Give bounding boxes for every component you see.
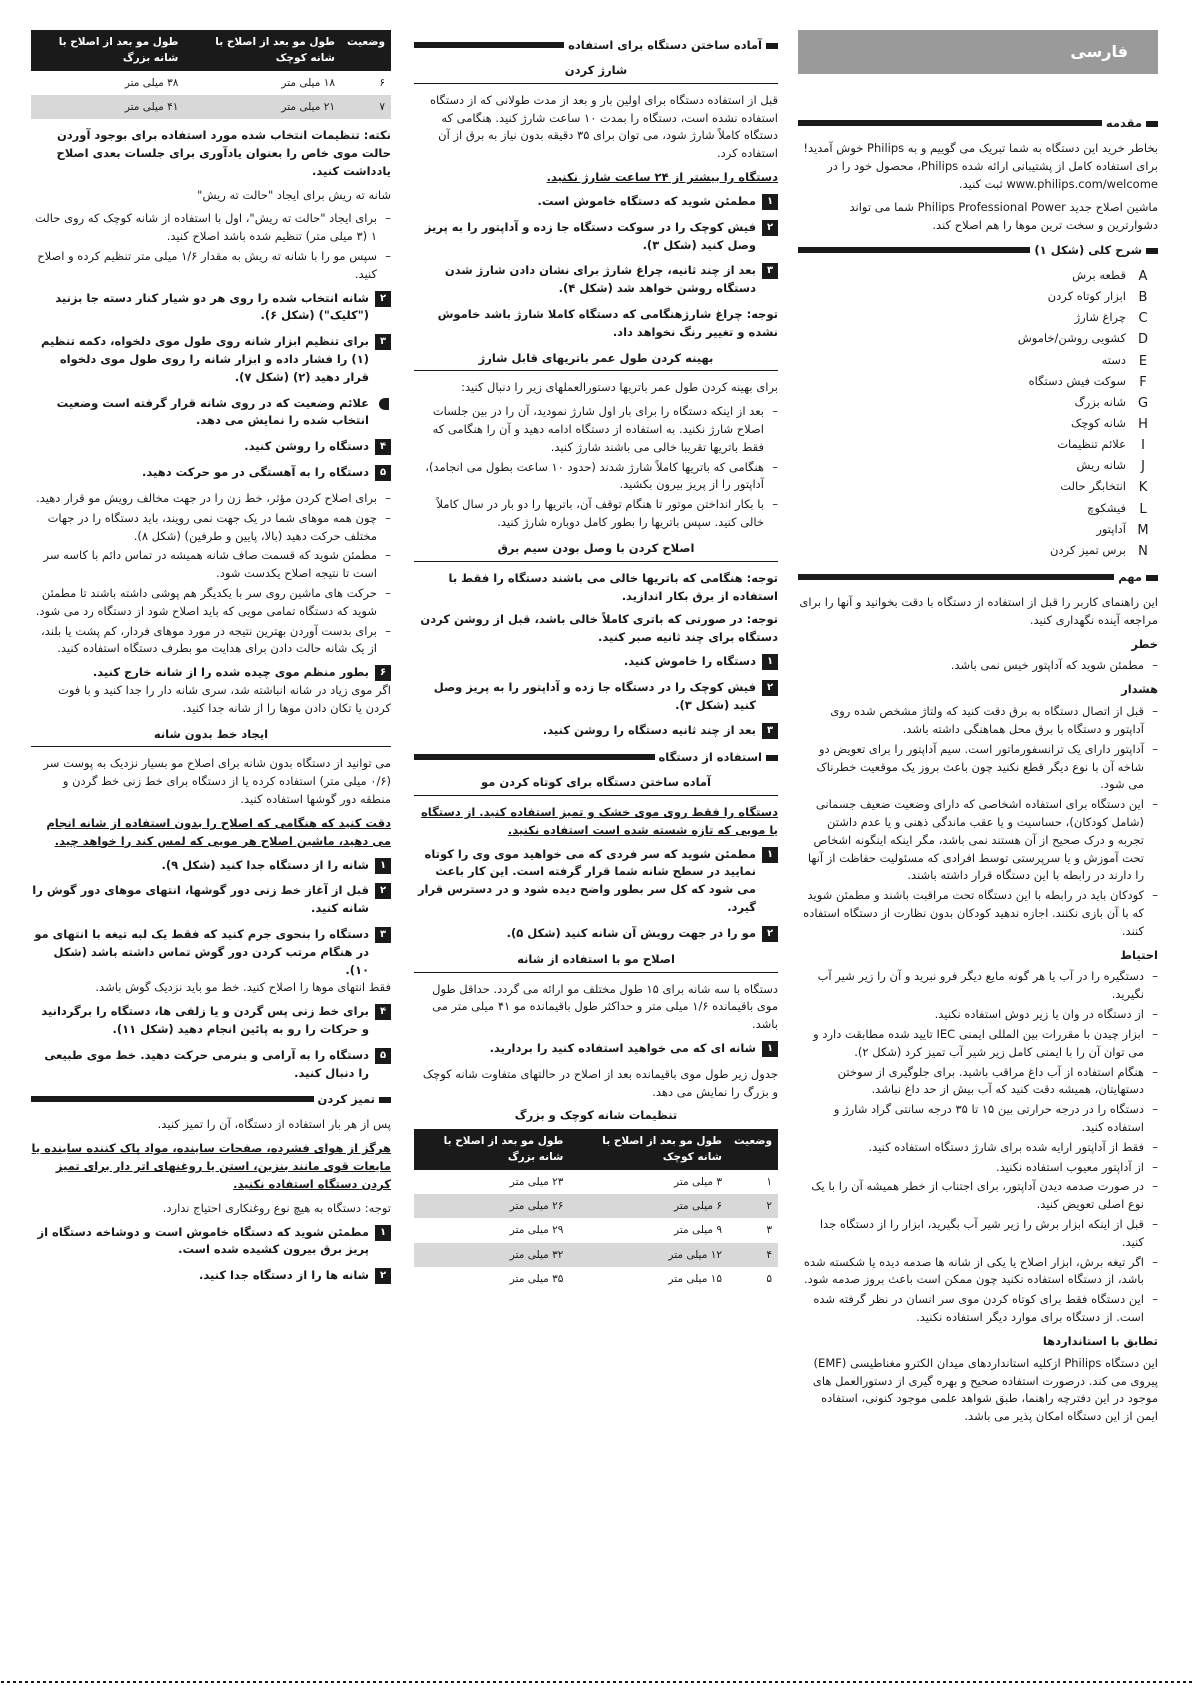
settings-table	[414, 1129, 778, 1291]
comb-step: ۱ شانه ای که می خواهید استفاده کنید را بردارید.	[414, 1040, 778, 1058]
part-item: M آداپتور	[1096, 521, 1149, 538]
section-important-heading: مهم	[798, 568, 1158, 586]
table-header: طول مو بعد از اصلاح با شانه بزرگ	[31, 30, 184, 71]
cord-step: ۲ فیش کوچک را در دستگاه جا زده و آداپتور را به پریز وصل کنید (شکل ۳).	[414, 679, 778, 715]
page-bottom-rule	[0, 1681, 1192, 1683]
charging-step: ۱ مطمئن شوید که دستگاه خاموش است.	[414, 193, 778, 211]
table-row: ۴ ۱۲ میلی متر ۳۲ میلی متر	[414, 1243, 778, 1267]
part-item: F سوکت فیش دستگاه	[1028, 373, 1147, 390]
column-left	[31, 30, 391, 1665]
cleaning-step: ۱ مطمئن شوید که دستگاه خاموش است و دوشاخه دستگاه از پریز برق بیرون کشیده شده است.	[31, 1224, 391, 1260]
language-header: فارسی	[798, 30, 1158, 74]
cord-step: ۳ بعد از چند ثانیه دستگاه را روشن کنید.	[414, 722, 778, 740]
settings-table-continued	[31, 30, 391, 119]
charging-note: توجه: چراغ شارژهنگامی که دستگاه کاملا شارژ باشد خاموش نشده و تغییر رنگ نخواهد داد.	[437, 306, 778, 339]
important-intro: این راهنمای کاربر را قبل از استفاده از دستگاه با دقت بخوانید و آنها را برای مراجعه آینده نگهداری کنید.	[799, 595, 1158, 627]
warning-heading: هشدار	[1121, 682, 1158, 697]
cord-note-1: توجه: هنگامی که باتریها خالی می باشند دستگاه را فقط با استفاده از برق بکار اندازید.	[448, 570, 778, 603]
comb-heading: اصلاح مو با استفاده از شانه	[414, 951, 778, 973]
part-item: N برس تمیز کردن	[1050, 542, 1148, 559]
part-item: K انتخابگر حالت	[1060, 479, 1148, 496]
table-heading: تنظیمات شانه کوچک و بزرگ	[514, 1108, 678, 1123]
cleaning-warning: هرگز از هوای فشرده، صفحات ساینده، مواد پاک کننده ساینده یا مایعات قوی مانند بنزین، استن یا روغنهای اتر دار برای تمیز کردن دستگاه استفاده نکنید.	[31, 1141, 391, 1191]
using-prep-step: ۲ مو را در جهت رویش آن شانه کنید (شکل ۵).	[414, 925, 778, 943]
nocomb-warning: دقت کنید که هنگامی که اصلاح را بدون استفاده از شانه انجام می دهید، ماشین اصلاح هر مویی که لمس کند را خواهد چید.	[46, 815, 391, 848]
section-prepare-heading: آماده ساختن دستگاه برای استفاده	[414, 36, 778, 54]
table-row: ۳ ۹ میلی متر ۲۹ میلی متر	[509, 1224, 772, 1237]
table-row: ۲ ۶ میلی متر ۲۶ میلی متر	[414, 1194, 778, 1218]
using-prep-step: ۱ مطمئن شوید که سر فردی که می خواهید موی وی را کوتاه نمایید در سطح شانه شما قرار گرفته است. این کار باعث می شود که کل سر بطور واضح دیده شود و در دسترس قرار گیرد.	[414, 846, 778, 917]
nocomb-step: ۵ دستگاه را به آرامی و بنرمی حرکت دهید. خط موی طبیعی را دنبال کنید.	[31, 1047, 391, 1083]
move-list: – برای اصلاح کردن مؤثر، خط زن را در جهت مخالف رویش مو قرار دهید. – چون همه موهای شما در یک جهت نمی رویند، باید دستگاه را در جهات مختلف حرکت دهید (بالا، پایین و طرفین) (شکل ۸). – مطمئن شوید که قسمت صاف شانه همیشه در تماس دائم با کاسه سر است تا نتیجه اصلاح یکدست شود. – حرکت های ماشین روی سر با یکدیگر هم پوشی داشته باشند تا مطمئن شوید که دستگاه تمامی مویی که باید اصلاح شود از دستگاه رد می شود. – برای بدست آوردن بهترین نتیجه در مورد موهای فردار، کم پشت یا بلند، از یک شانه حالت دادن برای هدایت مو بطرف دستگاه استفاده کنید.	[31, 490, 391, 658]
table-row: ۶ ۱۸ میلی متر ۳۸ میلی متر	[124, 76, 385, 89]
comb-fit-step: ۳ برای تنظیم ابزار شانه روی طول موی دلخواه، دکمه تنظیم (۱) را فشار داده و ابزار شانه را روی طول موی دلخواه قرار دهید (۲) (شکل ۷).	[31, 333, 391, 386]
indicator-note: علائم وضعیت که در روی شانه قرار گرفته است وضعیت انتخاب شده را نمایش می دهد.	[31, 395, 391, 431]
part-item: E دسته	[1101, 352, 1148, 369]
nocomb-step: ۲ قبل از آغاز خط زنی دور گوشها، انتهای موهای دور گوش را شانه کنید.	[31, 882, 391, 918]
cleaning-paragraph: پس از هر بار استفاده از دستگاه، آن را تمیز کنید.	[157, 1117, 391, 1132]
table-row: ۵ ۱۵ میلی متر ۳۵ میلی متر	[509, 1272, 772, 1285]
intro-paragraph-1: بخاطر خرید این دستگاه به شما تبریک می گوییم و به Philips خوش آمدید! برای استفاده کامل از پشتیبانی ارائه شده Philips، محصول خود را در www.philips.com/welcome ثبت کنید.	[803, 141, 1158, 191]
nocomb-step: ۳ دستگاه را بنحوی جرم کنید که فقط یک لبه تیغه با انتهای مو در هنگام مرتب کردن دور گوش تماس داشته باشد (شکل ۱۰).	[31, 926, 391, 979]
nocomb-step3-rest: فقط انتهای موها را اصلاح کنید. خط مو باید نزدیک گوش باشد.	[95, 980, 391, 995]
table-header: وضعیت	[728, 1129, 778, 1170]
section-overview-heading: شرح کلی (شکل ۱)	[798, 241, 1158, 259]
stubble-list: – برای ایجاد "حالت ته ریش"، اول با استفاده از شانه کوچک که روی حالت ۱ (۳ میلی متر) تنظیم شده باشد اصلاح کنید. – سپس مو را با شانه ته ریش به مقدار ۱/۶ میلی متر تنظیم کرده و اصلاح کنید.	[31, 210, 391, 283]
part-item: D کشویی روشن/خاموش	[1017, 331, 1148, 348]
comb-paragraph: دستگاه با سه شانه برای ۱۵ طول مختلف مو ارائه می گردد. حداقل طول موی باقیمانده ۱/۶ میلی متر و حداکثر طول باقیمانده مو ۴۱ میلی متر می باشد.	[432, 981, 778, 1032]
cord-note-2: توجه: در صورتی که باتری کاملاً خالی باشد، قبل از روشن کردن دستگاه برای چند ثانیه صبر کنید.	[420, 612, 778, 645]
warning-list: – قبل از اتصال دستگاه به برق دقت کنید که ولتاژ مشخص شده روی آداپتور و دستگاه با برق محل هماهنگی داشته باشد. – آداپتور دارای یک ترانسفورماتور است. سیم آداپتور را برای تعویض دو شاخه آن با نوع دیگر قطع نکنید چون باعث بروز یک موقعیت خطرناک می شود. – این دستگاه برای استفاده اشخاصی که دارای وضعیت ضعیف جسمانی (شامل کودکان)، حساسیت و یا عقب ماندگی ذهنی و یا عدم داشتن تجربه و درک صحیح از آن هستند نمی باشد، مگر اینکه اینگونه اشخاص تحت آموزش و یا سرپرستی توسط افرادی که مسئولیت حفاظت از آنها را دارند در رابطه با این دستگاه قرار داشته باشند. – کودکان باید در رابطه با این دستگاه تحت مراقبت باشند و مطمئن شوید که با آن بازی نکنند. اجازه ندهید کودکان بدون نظارت از دستگاه استفاده کنند.	[798, 703, 1158, 941]
parts-list	[798, 267, 1158, 562]
comb-fit-step: ۲ شانه انتخاب شده را روی هر دو شیار کنار دسته جا بزنید ("کلیک") (شکل ۶).	[31, 290, 391, 326]
battery-heading: بهینه کردن طول عمر باتریهای قابل شارژ	[414, 350, 778, 372]
table-row: ۷ ۲۱ میلی متر ۴۱ میلی متر	[31, 95, 391, 119]
table-header: طول مو بعد از اصلاح با شانه کوچک	[184, 30, 341, 71]
part-item: C چراغ شارژ	[1074, 310, 1148, 327]
standards-heading: تطابق با استانداردها	[1042, 1333, 1158, 1348]
danger-list: – مطمئن شوید که آداپتور خیس نمی باشد.	[798, 657, 1158, 675]
caution-heading: احتیاط	[1120, 947, 1158, 962]
settings-tip: نکته: تنظیمات انتخاب شده مورد استفاده برای بوجود آوردن حالت موی خاص را بعنوان یادآوری برای جلسات بعدی اصلاح یادداشت کنید.	[56, 128, 391, 178]
danger-heading: خطر	[1131, 636, 1158, 651]
column-right	[798, 30, 1158, 1665]
part-item: B ابزار کوتاه کردن	[1047, 289, 1148, 306]
caution-list: – دستگیره را در آب یا هر گونه مایع دیگر فرو نبرید و آن را زیر شیر آب نگیرید. – از دستگاه در وان یا زیر دوش استفاده نکنید. – ابزار چیدن با مقررات بین المللی ایمنی IEC تایید شده مطابقت دارد و می توان آن را با ایمنی کامل زیر شیر آب تمیز کرد (شکل ۲). – هنگام استفاده از آب داغ مراقب باشید. برای جلوگیری از سوختن دستهایتان، همیشه دقت کنید که آب بیش از حد داغ نباشد. – دستگاه را در درجه حرارتی بین ۱۵ تا ۳۵ درجه سانتی گراد شارژ و استفاده کنید. – فقط از آداپتور ارایه شده برای شارژ دستگاه استفاده کنید. – از آداپتور معیوب استفاده نکنید. – در صورت صدمه دیدن آداپتور، برای اجتناب از خطر همیشه آن را با یک نوع اصلی تعویض کنید. – قبل از اینکه ابزار برش را زیر شیر آب بگیرید، ابزار را از دستگاه جدا کنید. – اگر تیغه برش، ابزار اصلاح یا یکی از شانه ها صدمه دیده یا شکسته شده باشد، از دستگاه استفاده نکنید چون ممکن است باعث بروز صدمه شود. – این دستگاه فقط برای کوتاه کردن موی سر انسان در نظر گرفته شده است. از دستگاه برای موارد دیگر استفاده نکنید.	[798, 968, 1158, 1326]
section-cleaning-heading: تمیز کردن	[31, 1090, 391, 1108]
column-middle	[414, 30, 778, 1665]
section-using-heading: استفاده از دستگاه	[414, 748, 778, 766]
comb-step-rest: جدول زیر طول موی باقیمانده بعد از اصلاح در حالتهای متفاوت شانه کوچک و بزرگ را نمایش می دهد.	[422, 1066, 778, 1099]
section-intro-heading: مقدمه	[798, 114, 1158, 132]
charging-paragraph: قبل از استفاده دستگاه برای اولین بار و بعد از مدت طولانی که از دستگاه استفاده نشده است، دستگاه را بمدت ۱۰ ساعت شارژ کنید. هنگامی که دستگاه کاملاً شارژ شود، می توان برای ۳۵ دقیقه بدون نیاز به برق از آن استفاده کرد.	[430, 92, 778, 161]
intro-paragraph-2: ماشین اصلاح جدید Philips Professional Power شما می تواند دشوارترین و سخت ترین موها را هم اصلاح کند.	[849, 200, 1158, 233]
part-item: I علائم تنظیمات	[1057, 437, 1145, 454]
battery-intro: برای بهینه کردن طول عمر باتریها دستورالعملهای زیر را دنبال کنید:	[461, 380, 778, 395]
remove-hair-step: ۶ بطور منظم موی چیده شده را از شانه خارج کنید.	[31, 664, 391, 682]
nocomb-step: ۱ شانه را از دستگاه جدا کنید (شکل ۹).	[31, 857, 391, 875]
cleaning-step: ۲ شانه ها را از دستگاه جدا کنید.	[31, 1267, 391, 1285]
remove-hair-rest: اگر موی زیاد در شانه انباشته شد، سری شانه دار را جدا کنید و با فوت کردن یا تکان دادن موها را از شانه جدا کنید.	[58, 683, 391, 715]
using-prep-warning: دستگاه را فقط روی موی خشک و تمیز استفاده کنید. از دستگاه یا مویی که تازه شسته شده است استفاده نکنید.	[421, 805, 778, 837]
cord-heading: اصلاح کردن با وصل بودن سیم برق	[414, 540, 778, 562]
operate-step: ۴ دستگاه را روشن کنید.	[31, 438, 391, 456]
part-item: A قطعه برش	[1072, 268, 1148, 285]
charging-step: ۲ فیش کوچک را در سوکت دستگاه جا زده و آداپتور را به پریز وصل کنید (شکل ۳).	[414, 219, 778, 255]
part-item: L فیشکوچ	[1087, 500, 1147, 517]
part-item: H شانه کوچک	[1071, 416, 1148, 433]
table-header: وضعیت	[341, 30, 391, 71]
stubble-heading: شانه ته ریش برای ایجاد "حالت ته ریش"	[197, 187, 391, 202]
nocomb-paragraph: می توانید از دستگاه بدون شانه برای اصلاح مو بسیار نزدیک به پوست سر (۰/۶ میلی متر) استفاده کرده یا از دستگاه برای خط زنی خط گردن و منطقه دور گوشها استفاده کنید.	[43, 756, 391, 807]
part-item: J شانه ریش	[1076, 458, 1145, 475]
charging-heading: شارژ کردن	[414, 62, 778, 84]
nocomb-step: ۴ برای خط زنی پس گردن و یا زلفی ها، دستگاه را برگردانید و حرکات را رو به پائین انجام دهید (شکل ۱۱).	[31, 1003, 391, 1039]
operate-step: ۵ دستگاه را به آهستگی در مو حرکت دهید.	[31, 464, 391, 482]
table-header: طول مو بعد از اصلاح با شانه کوچک	[569, 1129, 728, 1170]
table-header: طول مو بعد از اصلاح با شانه بزرگ	[414, 1129, 569, 1170]
cleaning-note: توجه: دستگاه به هیچ نوع روغنکاری احتیاج ندارد.	[162, 1200, 391, 1215]
using-prep-heading: آماده ساختن دستگاه برای کوتاه کردن مو	[414, 774, 778, 796]
part-item: G شانه بزرگ	[1074, 394, 1149, 411]
charging-warning: دستگاه را بیشتر از ۲۴ ساعت شارژ نکنید.	[546, 170, 778, 185]
cord-step: ۱ دستگاه را خاموش کنید.	[414, 653, 778, 671]
standards-paragraph: این دستگاه Philips ازکلیه استانداردهای میدان الکترو مغناطیسی (EMF) پیروی می کند. درصورت استفاده صحیح و بهره گیری از دستورالعمل های موجود در این دفترچه راهنما، طبق شواهد علمی موجود کنونی، استفاده ایمن از این دستگاه امکان پذیر می باشد.	[812, 1355, 1158, 1424]
charging-step: ۳ بعد از چند ثانیه، چراغ شارژ برای نشان دادن شارژ شدن دستگاه روشن خواهد شد (شکل ۴).	[414, 262, 778, 298]
battery-list: – بعد از اینکه دستگاه را برای بار اول شارژ نمودید، آن را در بین جلسات اصلاح شارژ نکنید. به استفاده از دستگاه ادامه دهید و آن را هنگامی که فقط باتریها تقریبا خالی می باشند شارژ کنید. – هنگامی که باتریها کاملاً شارژ شدند (حدود ۱۰ ساعت بطول می انجامد)، آداپتور را از پریز بیرون بکشید. – با بکار انداختن موتور تا هنگام توقف آن، باتریها را دو بار در سال کاملاً خالی کنید. سپس باتریها را بطور کامل دوباره شارژ کنید.	[414, 403, 778, 532]
nocomb-heading: ایجاد خط بدون شانه	[31, 726, 391, 748]
table-row: ۱ ۳ میلی متر ۲۳ میلی متر	[509, 1175, 772, 1188]
